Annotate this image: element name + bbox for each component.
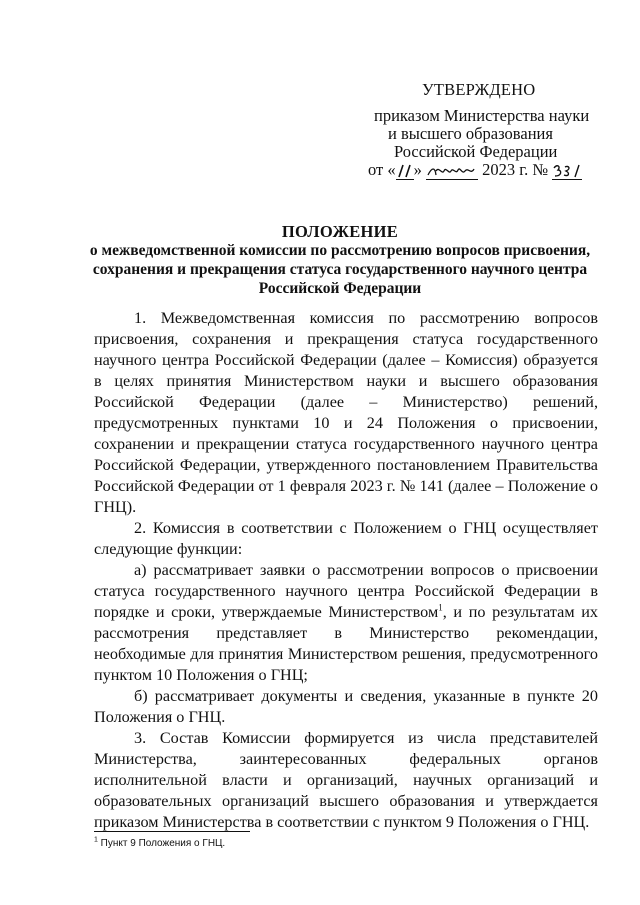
footnote [94, 838, 225, 850]
date-year: 2023 г. [482, 160, 529, 179]
handwritten-month-glyph [426, 163, 478, 179]
paragraph-2: 2. Комиссия в соответствии с Положением о ГНЦ осуществляет следующие функции: [94, 519, 598, 558]
paragraph-2a [94, 560, 598, 686]
approval-org-line-1: приказом Министерства науки [374, 106, 590, 125]
approval-org-line-2: и высшего образования [388, 124, 553, 143]
paragraph-2a-text-end: , и по результатам их рассмотрения представляет в Министерство рекомендации, необходимые для принятия Министерством решения, предусмотренного пунктом 10 Положения о ГНЦ; [94, 603, 598, 684]
handwritten-day-glyph [396, 163, 414, 179]
document-title: ПОЛОЖЕНИЕ [281, 222, 399, 241]
footnote-text: Пункт 9 Положения о ГНЦ. [97, 838, 226, 849]
document-subtitle: о межведомственной комиссии по рассмотрению вопросов присвоения, сохранения и прекращения статуса государственного научного центра Российской Федерации [89, 242, 591, 297]
handwritten-day [396, 160, 414, 180]
date-prefix: от « [368, 160, 396, 179]
footnote-ref: 1 [438, 602, 443, 613]
handwritten-number-glyph [552, 163, 582, 179]
paragraph-3: 3. Состав Комиссии формируется из числа представителей Министерства, заинтересованных федеральных органов исполнительной власти и организаций, научных организаций и образовательных организаций высшего образования и утверждается приказом Министерства в соответствии с пунктом 9 Положения о ГНЦ. [94, 729, 598, 831]
paragraph-2b: б) рассматривает документы и сведения, указанные в пункте 20 Положения о ГНЦ. [94, 687, 598, 726]
handwritten-number [552, 160, 582, 180]
approval-date-line [368, 160, 582, 180]
paragraph-2a-text-start: а) рассматривает заявки о рассмотрении вопросов о присвоении статуса государственного научного центра Российской Федерации в порядке и сроки, утверждаемые Министерством [94, 561, 598, 621]
handwritten-month [426, 160, 478, 180]
approval-org-line-3: Российской Федерации [394, 142, 558, 161]
approval-title: УТВЕРЖДЕНО [422, 80, 536, 99]
date-quote-close: » [413, 160, 422, 179]
footnote-marker: 1 [94, 836, 98, 844]
number-prefix: № [532, 160, 549, 179]
document-heading [60, 222, 620, 298]
paragraph-1: 1. Межведомственная комиссия по рассмотрению вопросов присвоения, сохранения и прекращения статуса государственного научного центра Российской Федерации (далее – Комиссия) образуется в целях принятия Министерством науки и высшего образования Российской Федерации (далее – Министерство) решений, предусмотренных пунктами 10 и 24 Положения о присвоении, сохранении и прекращении статуса государственного научного центра Российской Федерации, утвержденного постановлением Правительства Российской Федерации от 1 февраля 2023 г. № 141 (далее – Положение о ГНЦ). [94, 309, 598, 516]
footnote-divider [94, 831, 250, 832]
document-body [94, 308, 598, 833]
